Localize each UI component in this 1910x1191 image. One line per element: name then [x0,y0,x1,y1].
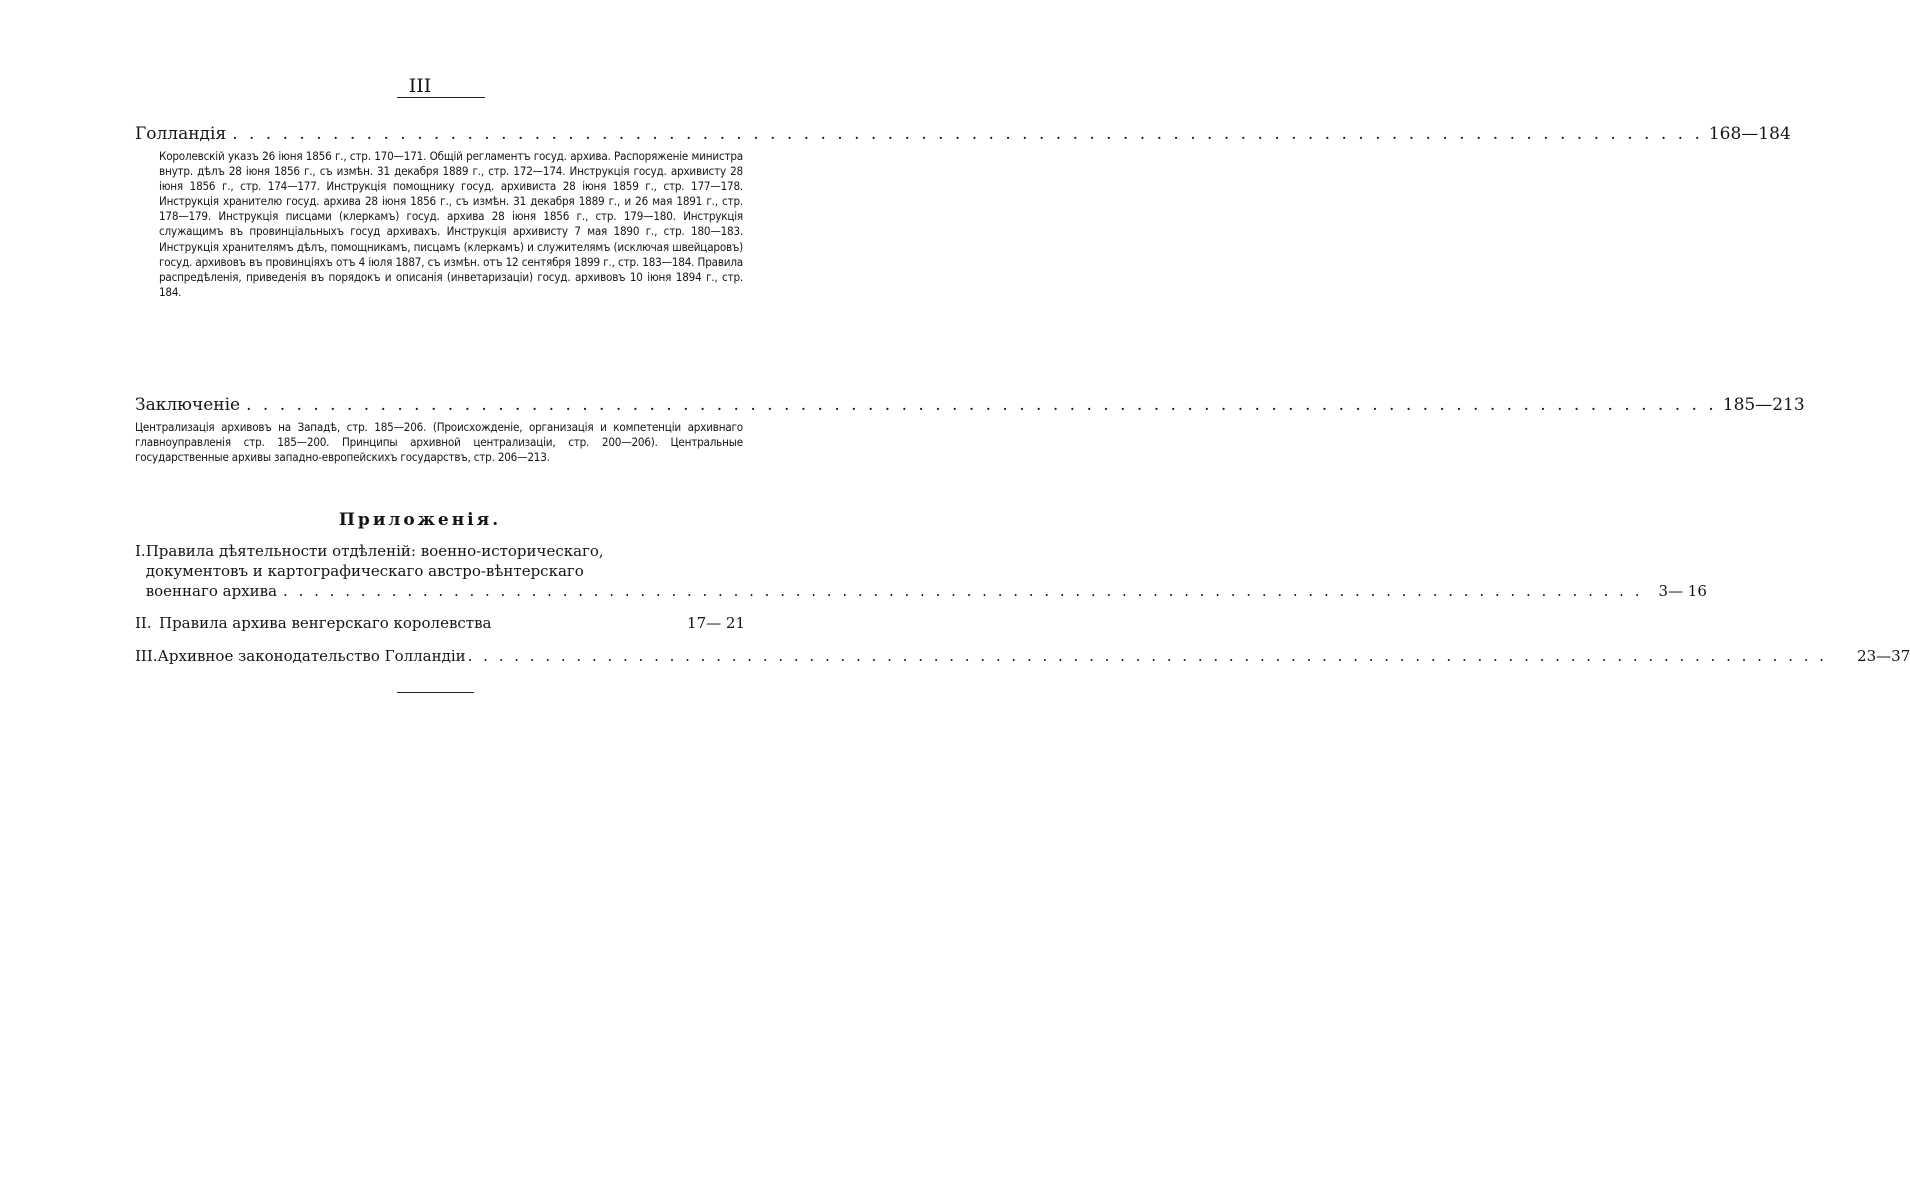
leader-dots [468,646,1827,666]
page-number: III [408,75,432,97]
toc-entry-title: Голландія [135,124,227,144]
toc-entry-description: Централизація архивовъ на Западѣ, стр. 185—206. (Происхожденіе, организація и компетенціи архивнаго главноуправленія стр. 185—200. Принципы архивной централизаціи, стр. 200—206). Центральные государственные архивы западно-европейскихъ государствъ, стр. 206—213. [135,420,743,465]
toc-entry-pages: 185—213 [1722,395,1805,415]
toc-entry-head [135,122,1791,146]
appendix-heading: Приложенія. [338,510,502,530]
toc-entry-description: Королевскій указъ 26 іюня 1856 г., стр. 170—171. Общій регламентъ госуд. архива. Распоряженіе министра внутр. дѣлъ 28 іюня 1856 г., съ измѣн. 31 декабря 1889 г., стр. 172—174. Инструкція госуд. архивисту 28 іюня 1856 г., стр. 174—177. Инструкція помощнику госуд. архивиста 28 іюня 1859 г., стр. 177—178. Инструкція хранителю госуд. архива 28 іюня 1856 г., съ измѣн. 31 декабря 1889 г., и 26 мая 1891 г., стр. 178—179. Инструкція писцами (клеркамъ) госуд. архива 28 іюня 1856 г., стр. 179—180. Инструкція служащимъ въ провинціальныхъ госуд архивахъ. Инструкція архивисту 7 мая 1890 г., стр. 180—183. Инструкція хранителямъ дѣлъ, помощникамъ, писцамъ (клеркамъ) и служителямъ (исключая швейцаровъ) госуд. архивовъ въ провинціяхъ отъ 4 іюля 1887, съ измѣн. отъ 12 сентября 1899 г., стр. 183—184. Правила распредѣленія, приведенія въ порядокъ и описанія (инветаризаціи) госуд. архивовъ 10 іюня 1894 г., стр. 184. [159,149,743,299]
appendix-pages: 3— 16 [1658,582,1707,600]
appendix-title-line: Архивное законодательство Голландіи [157,647,466,665]
appendix-item-2 [135,613,745,633]
appendix-number: II. [135,614,152,632]
footer-rule [397,692,474,693]
appendix-number: III. [135,647,158,665]
leader-dots [283,581,1642,601]
appendix-title-line: документовъ и картографическаго австро-вѣнтерскаго [145,562,584,580]
appendix-item-3 [135,646,1910,666]
appendix-title-line: Правила архива венгерскаго королевства [159,614,492,632]
appendix-pages: 23—37 [1857,647,1910,665]
appendix-title-line: Правила дѣятельности отдѣленій: военно-историческаго, [145,542,604,560]
toc-entry-title: Заключеніе [135,395,241,415]
leader-dots [246,393,1717,417]
header-rule [397,97,485,98]
appendix-title-line: военнаго архива [145,582,278,600]
toc-entry-pages: 168—184 [1708,124,1791,144]
appendix-pages: 17— 21 [687,614,745,632]
toc-entry-head [135,393,1805,417]
appendix-item-1 [135,541,1707,601]
leader-dots [232,122,1703,146]
toc-entry-holland [135,122,1791,300]
appendix-number: I. [135,542,146,560]
toc-entry-conclusion [135,393,1805,465]
